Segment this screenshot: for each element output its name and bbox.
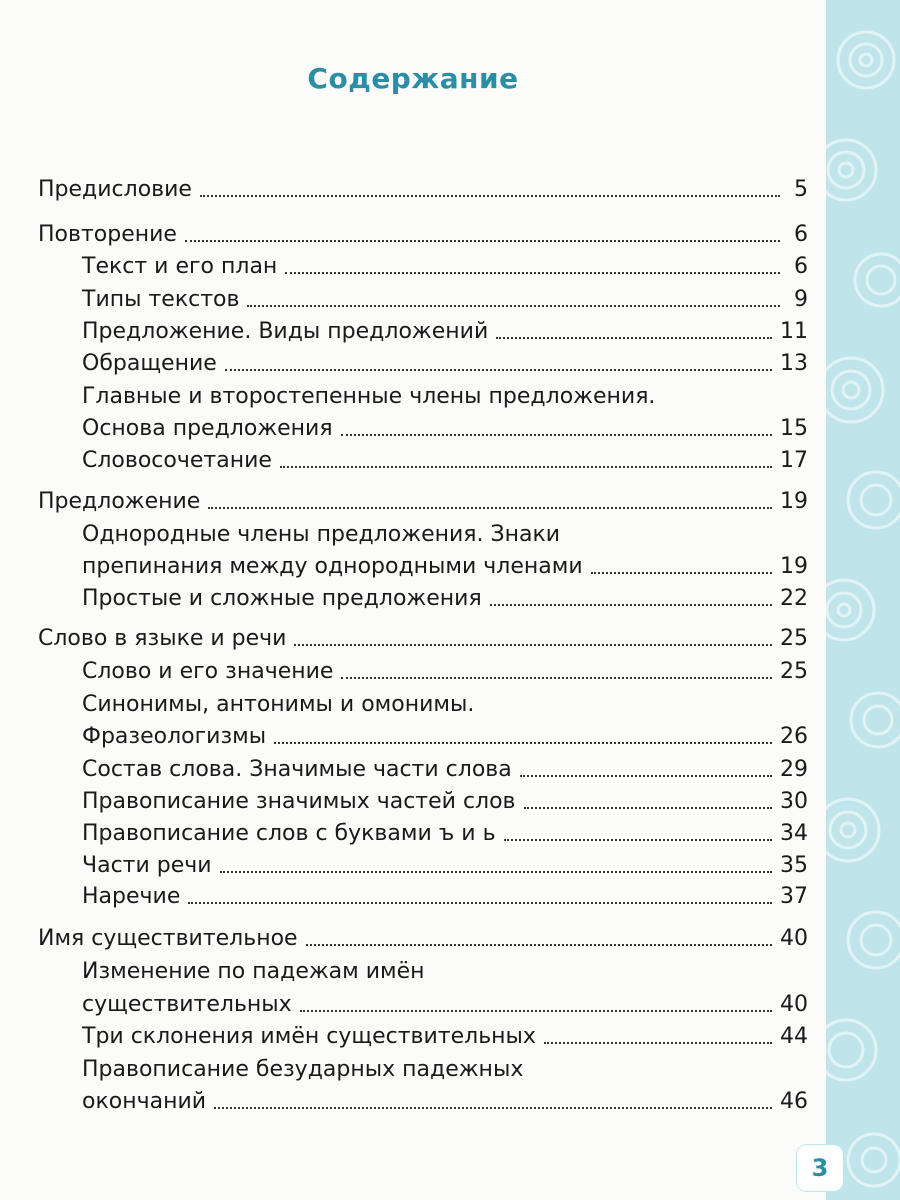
toc-label: Правописание слов с буквами ъ и ь	[82, 821, 496, 846]
toc-label: Правописание безударных падежных	[82, 1057, 524, 1082]
toc-entry-6	[82, 378, 808, 412]
toc-page: 6	[794, 254, 808, 279]
toc-page: 34	[780, 821, 808, 846]
toc-label: Три склонения имён существительных	[82, 1024, 536, 1049]
toc-entry-17	[82, 751, 808, 785]
toc-label: Однородные члены предложения. Знаки	[82, 522, 561, 547]
dot-leader	[306, 944, 772, 946]
dot-leader	[208, 507, 772, 509]
toc-page: 40	[780, 926, 808, 951]
toc-label: существительных	[82, 992, 292, 1017]
toc-label: Типы текстов	[82, 287, 240, 312]
dot-leader	[544, 1042, 772, 1044]
dot-leader	[300, 1010, 772, 1012]
dot-leader	[185, 240, 780, 242]
toc-page: 40	[780, 992, 808, 1017]
toc-page: 9	[794, 287, 808, 312]
swirl-pattern-icon	[826, 0, 900, 1200]
toc-page: 26	[780, 724, 808, 749]
dot-leader	[341, 434, 772, 436]
toc-label: окончаний	[82, 1089, 207, 1114]
toc-label: Обращение	[82, 351, 217, 376]
toc-entry-12	[82, 580, 808, 614]
toc-entry-13	[38, 620, 808, 654]
toc-entry-15	[82, 686, 808, 720]
toc-label: Изменение по падежам имён	[82, 959, 425, 984]
toc-page: 15	[780, 416, 808, 441]
toc-page: 35	[780, 853, 808, 878]
toc-page: 22	[780, 586, 808, 611]
toc-label: Слово в языке и речи	[38, 626, 287, 651]
toc-page: 13	[780, 351, 808, 376]
toc-label: Текст и его план	[82, 254, 278, 279]
toc-entry-18	[82, 783, 808, 817]
toc-label: Наречие	[82, 884, 181, 909]
dot-leader	[188, 902, 772, 904]
toc-entry-9	[38, 483, 808, 517]
decorative-side-band	[826, 0, 900, 1200]
toc-page: 46	[780, 1089, 808, 1114]
toc-entry-24	[82, 986, 808, 1020]
toc-entry-11	[82, 548, 808, 582]
toc-entry-1	[38, 216, 808, 250]
toc-page: 37	[780, 884, 808, 909]
toc-entry-4	[82, 313, 808, 347]
toc-page: 11	[780, 319, 808, 344]
toc-entry-3	[82, 281, 808, 315]
toc-entry-23	[82, 953, 808, 987]
toc-entry-5	[82, 345, 808, 379]
toc-entry-0	[38, 171, 808, 205]
toc-entry-26	[82, 1051, 808, 1085]
toc-label: Имя существительное	[38, 926, 298, 951]
dot-leader	[220, 871, 772, 873]
toc-page: 29	[780, 757, 808, 782]
toc-entry-7	[82, 410, 808, 444]
toc-entry-8	[82, 442, 808, 476]
dot-leader	[214, 1107, 772, 1109]
dot-leader	[247, 305, 780, 307]
toc-label: Состав слова. Значимые части слова	[82, 757, 512, 782]
toc-entry-22	[38, 920, 808, 954]
toc-label: Повторение	[38, 222, 177, 247]
dot-leader	[520, 775, 772, 777]
toc-page: 6	[794, 222, 808, 247]
toc-label: Словосочетание	[82, 448, 272, 473]
dot-leader	[524, 807, 772, 809]
toc-entry-19	[82, 815, 808, 849]
toc-label: препинания между однородными членами	[82, 554, 583, 579]
toc-label: Предисловие	[38, 177, 192, 202]
toc-entry-25	[82, 1018, 808, 1052]
toc-entry-14	[82, 653, 808, 687]
toc-page: 5	[794, 177, 808, 202]
toc-entry-21	[82, 878, 808, 912]
toc-label: Синонимы, антонимы и омонимы.	[82, 692, 475, 717]
dot-leader	[294, 644, 772, 646]
dot-leader	[341, 677, 772, 679]
toc-entry-16	[82, 718, 808, 752]
dot-leader	[280, 466, 772, 468]
dot-leader	[591, 572, 772, 574]
toc-page: 25	[780, 659, 808, 684]
toc-entry-20	[82, 847, 808, 881]
toc-label: Предложение	[38, 489, 201, 514]
toc-label: Простые и сложные предложения	[82, 586, 482, 611]
toc-label: Фразеологизмы	[82, 724, 267, 749]
toc-label: Правописание значимых частей слов	[82, 789, 516, 814]
toc-label: Части речи	[82, 853, 212, 878]
toc-page: 25	[780, 626, 808, 651]
dot-leader	[504, 839, 772, 841]
toc-entry-10	[82, 516, 808, 550]
dot-leader	[200, 195, 780, 197]
dot-leader	[285, 272, 780, 274]
toc-label: Главные и второстепенные члены предложения.	[82, 384, 656, 409]
toc-label: Предложение. Виды предложений	[82, 319, 489, 344]
page-title: Содержание	[307, 62, 519, 95]
toc-page: 30	[780, 789, 808, 814]
toc-page: 19	[780, 554, 808, 579]
toc-label: Слово и его значение	[82, 659, 334, 684]
toc-entry-27	[82, 1083, 808, 1117]
dot-leader	[496, 337, 772, 339]
dot-leader	[490, 604, 772, 606]
toc-page: 19	[780, 489, 808, 514]
toc-page: 44	[780, 1024, 808, 1049]
dot-leader	[225, 369, 772, 371]
toc-page: 17	[780, 448, 808, 473]
toc-entry-2	[82, 248, 808, 282]
dot-leader	[274, 742, 772, 744]
page-number-badge: 3	[797, 1145, 843, 1191]
toc-label: Основа предложения	[82, 416, 333, 441]
